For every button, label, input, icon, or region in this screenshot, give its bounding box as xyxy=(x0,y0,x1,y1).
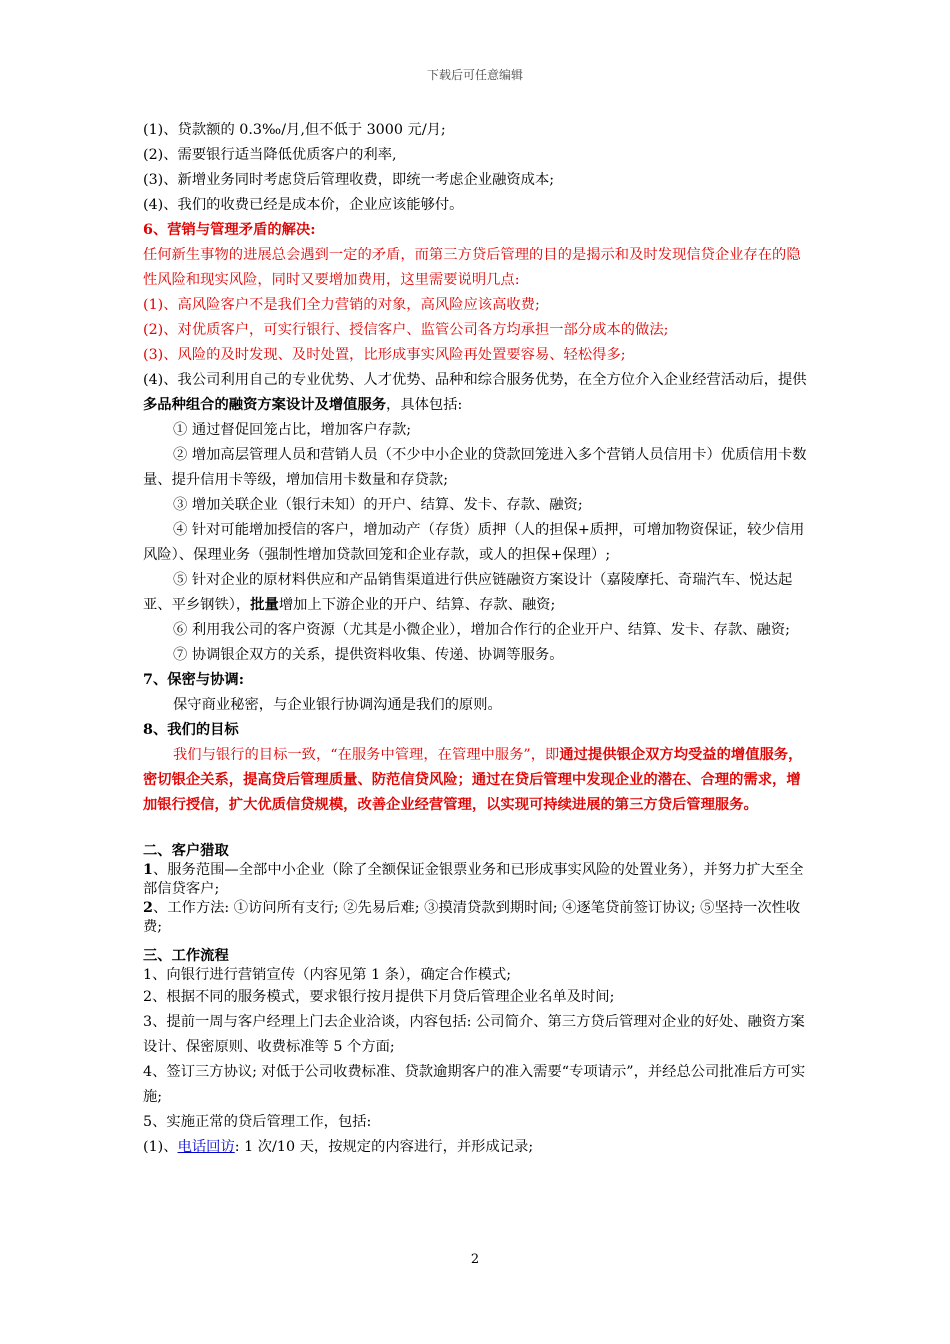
document-body xyxy=(143,118,813,1160)
item4-text-c: ，具体包括: xyxy=(386,397,463,413)
sec3-item-3: 3、提前一周与客户经理上门去企业洽谈，内容包括: 公司简介、第三方贷后管理对企业的好处、融资方案设计、保密原则、收费标准等 5 个方面; xyxy=(143,1014,805,1055)
section-8-text-a: 我们与银行的目标一致，“在服务中管理，在管理中服务”，即 xyxy=(173,747,560,763)
sub-item-6: ⑥ 利用我公司的客户资源（尤其是小微企业），增加合作行的企业开户、结算、发卡、存款、融资; xyxy=(173,622,790,638)
section-7-text: 保守商业秘密，与企业银行协调沟通是我们的原则。 xyxy=(173,697,502,713)
item4-text-a: (4)、我公司利用自己的专业优势、人才优势、品种和综合服务优势，在全方位介入企业经营活动后，提供 xyxy=(143,372,807,388)
section-6-item-1: (1)、高风险客户不是我们全力营销的对象，高风险应该高收费; xyxy=(143,297,540,313)
page-header: 下载后可任意编辑 xyxy=(426,68,523,82)
page-number: 2 xyxy=(470,1252,480,1267)
sec2-item-2-num: 2 xyxy=(143,900,153,916)
sub-item-3: ③ 增加关联企业（银行未知）的开户、结算、发卡、存款、融资; xyxy=(173,497,583,513)
section-8-title: 8、我们的目标 xyxy=(143,722,239,738)
sec3-item-1: 1、向银行进行营销宣传（内容见第 1 条），确定合作模式; xyxy=(143,967,512,983)
item4-bold: 多品种组合的融资方案设计及增值服务 xyxy=(143,397,387,413)
sec2-item-1-text: 、服务范围—全部中小企业（除了全额保证金银票业务和已形成事实风险的处置业务），并努力扩大至全部信贷客户; xyxy=(143,862,804,897)
section-6-item-3: (3)、风险的及时发现、及时处置，比形成事实风险再处置要容易、轻松得多; xyxy=(143,347,626,363)
phone-followup-link[interactable]: 电话回访 xyxy=(177,1139,235,1155)
sec2-item-1-num: 1 xyxy=(143,862,153,878)
section-7-title: 7、保密与协调: xyxy=(143,672,245,688)
fee-item-4: (4)、我们的收费已经是成本价，企业应该能够付。 xyxy=(143,197,464,213)
sec2-item-2 xyxy=(143,899,813,937)
sub-item-5 xyxy=(143,568,813,618)
fee-item-2: (2)、需要银行适当降低优质客户的利率, xyxy=(143,147,397,163)
sec3-subitem-1 xyxy=(143,1135,813,1160)
section-6-intro: 任何新生事物的进展总会遇到一定的矛盾，而第三方贷后管理的目的是揭示和及时发现信贷企业存在的隐性风险和现实风险，同时又要增加费用，这里需要说明几点: xyxy=(143,247,801,288)
sec2-item-2-text: 、工作方法: ①访问所有支行; ②先易后难; ③摸清贷款到期时间; ④逐笔贷前签订协议; ⑤坚持一次性收费; xyxy=(143,900,801,935)
fee-item-1: (1)、贷款额的 0.3‰/月,但不低于 3000 元/月; xyxy=(143,122,446,138)
sec3-item-2: 2、根据不同的服务模式，要求银行按月提供下月贷后管理企业名单及时间; xyxy=(143,989,615,1005)
sub5-text-c: 增加上下游企业的开户、结算、存款、融资; xyxy=(278,597,556,613)
sec3-title: 三、工作流程 xyxy=(143,948,229,964)
subitem-rest: : 1 次/10 天，按规定的内容进行，并形成记录; xyxy=(234,1139,534,1155)
section-6-title: 6、营销与管理矛盾的解决: xyxy=(143,222,316,238)
sub-item-1: ① 通过督促回笼占比，增加客户存款; xyxy=(173,422,412,438)
subitem-prefix: (1)、 xyxy=(143,1139,178,1155)
sec3-item-4: 4、签订三方协议; 对低于公司收费标准、贷款逾期客户的准入需要“专项请示”，并经总公司批准后方可实施; xyxy=(143,1064,806,1105)
section-6-item-4 xyxy=(143,368,813,418)
section-6-item-2: (2)、对优质客户，可实行银行、授信客户、监管公司各方均承担一部分成本的做法; xyxy=(143,322,669,338)
sub5-bold: 批量 xyxy=(250,597,279,613)
section-8-text xyxy=(143,743,813,818)
sub5-text-a: ⑤ 针对企业的原材料供应和产品销售渠道进行供应链融资方案设计（嘉陵摩托、奇瑞汽车、悦达起亚、平乡钢铁）， xyxy=(143,572,793,613)
fee-item-3: (3)、新增业务同时考虑贷后管理收费，即统一考虑企业融资成本; xyxy=(143,172,555,188)
sec2-title: 二、客户猎取 xyxy=(143,843,229,859)
sec2-item-1 xyxy=(143,861,813,899)
sec3-item-5: 5、实施正常的贷后管理工作，包括: xyxy=(143,1114,372,1130)
section-8-text-bold: 通过提供银企双方均受益的增值服务，密切银企关系，提高贷后管理质量、防范信贷风险；通过在贷后管理中发现企业的潜在、合理的需求，增加银行授信，扩大优质信贷规模，改善企业经营管理，以实现可持续进展的第三方贷后管理服务。 xyxy=(143,747,803,813)
sub-item-4: ④ 针对可能增加授信的客户，增加动产（存货）质押（人的担保+质押，可增加物资保证，较少信用风险）、保理业务（强制性增加贷款回笼和企业存款，或人的担保+保理）; xyxy=(143,522,805,563)
sub-item-2: ② 增加高层管理人员和营销人员（不少中小企业的贷款回笼进入多个营销人员信用卡）优质信用卡数量、提升信用卡等级，增加信用卡数量和存贷款; xyxy=(143,447,807,488)
sub-item-7: ⑦ 协调银企双方的关系，提供资料收集、传递、协调等服务。 xyxy=(173,647,564,663)
